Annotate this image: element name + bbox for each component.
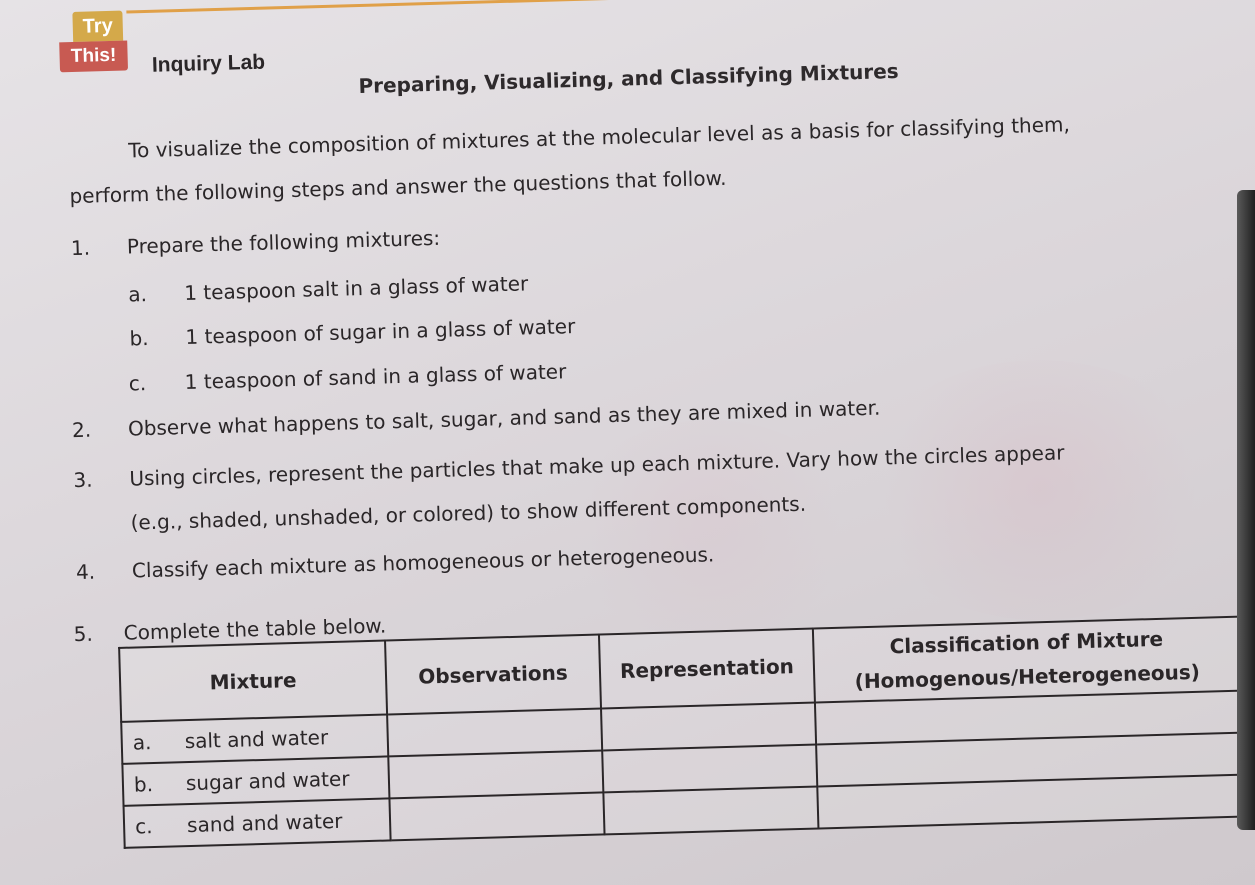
cell-mixture bbox=[122, 756, 389, 805]
header-classification-line1: Classification of Mixture bbox=[889, 626, 1164, 659]
item-letter: c. bbox=[128, 371, 147, 396]
book-edge bbox=[1237, 190, 1255, 830]
step-number: 5. bbox=[73, 621, 94, 647]
step-text: Using circles, represent the particles that make up each mixture. Vary how the circles appear bbox=[129, 440, 1065, 491]
intro-line-2: perform the following steps and answer the questions that follow. bbox=[69, 165, 727, 209]
cell-representation[interactable] bbox=[602, 745, 817, 793]
header-observations: Observations bbox=[385, 635, 601, 715]
step-1 bbox=[71, 226, 441, 260]
item-letter: b. bbox=[129, 325, 149, 351]
step-2 bbox=[72, 396, 881, 443]
step-text: Complete the table below. bbox=[123, 613, 387, 645]
activity-heading: Preparing, Visualizing, and Classifying Mixtures bbox=[358, 58, 899, 99]
header-representation: Representation bbox=[599, 629, 815, 709]
header-mixture: Mixture bbox=[119, 640, 387, 721]
accent-rule bbox=[126, 0, 686, 13]
header-classification-line2: (Homogenous/Heterogeneous) bbox=[854, 659, 1201, 694]
row-mixture-name: salt and water bbox=[184, 725, 329, 754]
mixture-item-c bbox=[128, 359, 566, 395]
cell-representation[interactable] bbox=[601, 703, 816, 751]
step-3-continued: (e.g., shaded, unshaded, or colored) to show different components. bbox=[130, 491, 807, 535]
mixture-item-b bbox=[129, 314, 575, 350]
step-3 bbox=[73, 440, 1065, 492]
mixture-table bbox=[118, 616, 1245, 849]
item-text: 1 teaspoon salt in a glass of water bbox=[183, 271, 529, 305]
cell-observations[interactable] bbox=[389, 792, 604, 840]
cell-observations[interactable] bbox=[388, 750, 603, 798]
try-this-badge bbox=[58, 10, 130, 72]
badge-this: This! bbox=[59, 40, 128, 72]
cell-mixture bbox=[121, 714, 388, 763]
intro-line-1: To visualize the composition of mixtures at the molecular level as a basis for classifying them, bbox=[127, 112, 1071, 163]
step-number: 4. bbox=[75, 559, 96, 585]
step-text: Classify each mixture as homogeneous or heterogeneous. bbox=[131, 542, 715, 583]
step-number: 1. bbox=[70, 235, 91, 261]
item-text: 1 teaspoon of sand in a glass of water bbox=[184, 359, 567, 394]
cell-representation[interactable] bbox=[603, 786, 818, 834]
step-text: Prepare the following mixtures: bbox=[126, 225, 441, 259]
item-text: 1 teaspoon of sugar in a glass of water bbox=[185, 314, 576, 349]
mixture-item-a bbox=[128, 271, 529, 306]
row-letter: c. bbox=[134, 814, 153, 839]
header-classification bbox=[813, 617, 1241, 703]
item-letter: a. bbox=[127, 282, 148, 307]
badge-try: Try bbox=[72, 11, 123, 42]
step-text: Observe what happens to salt, sugar, and sand as they are mixed in water. bbox=[127, 395, 881, 441]
cell-mixture bbox=[124, 798, 391, 847]
row-mixture-name: sugar and water bbox=[185, 766, 350, 796]
step-number: 2. bbox=[71, 417, 92, 443]
step-4 bbox=[76, 542, 715, 584]
step-number: 3. bbox=[73, 467, 93, 493]
row-letter: a. bbox=[132, 730, 152, 755]
row-letter: b. bbox=[133, 772, 154, 797]
cell-observations[interactable] bbox=[387, 708, 602, 756]
lab-title: Inquiry Lab bbox=[151, 50, 266, 77]
row-mixture-name: sand and water bbox=[186, 808, 343, 838]
